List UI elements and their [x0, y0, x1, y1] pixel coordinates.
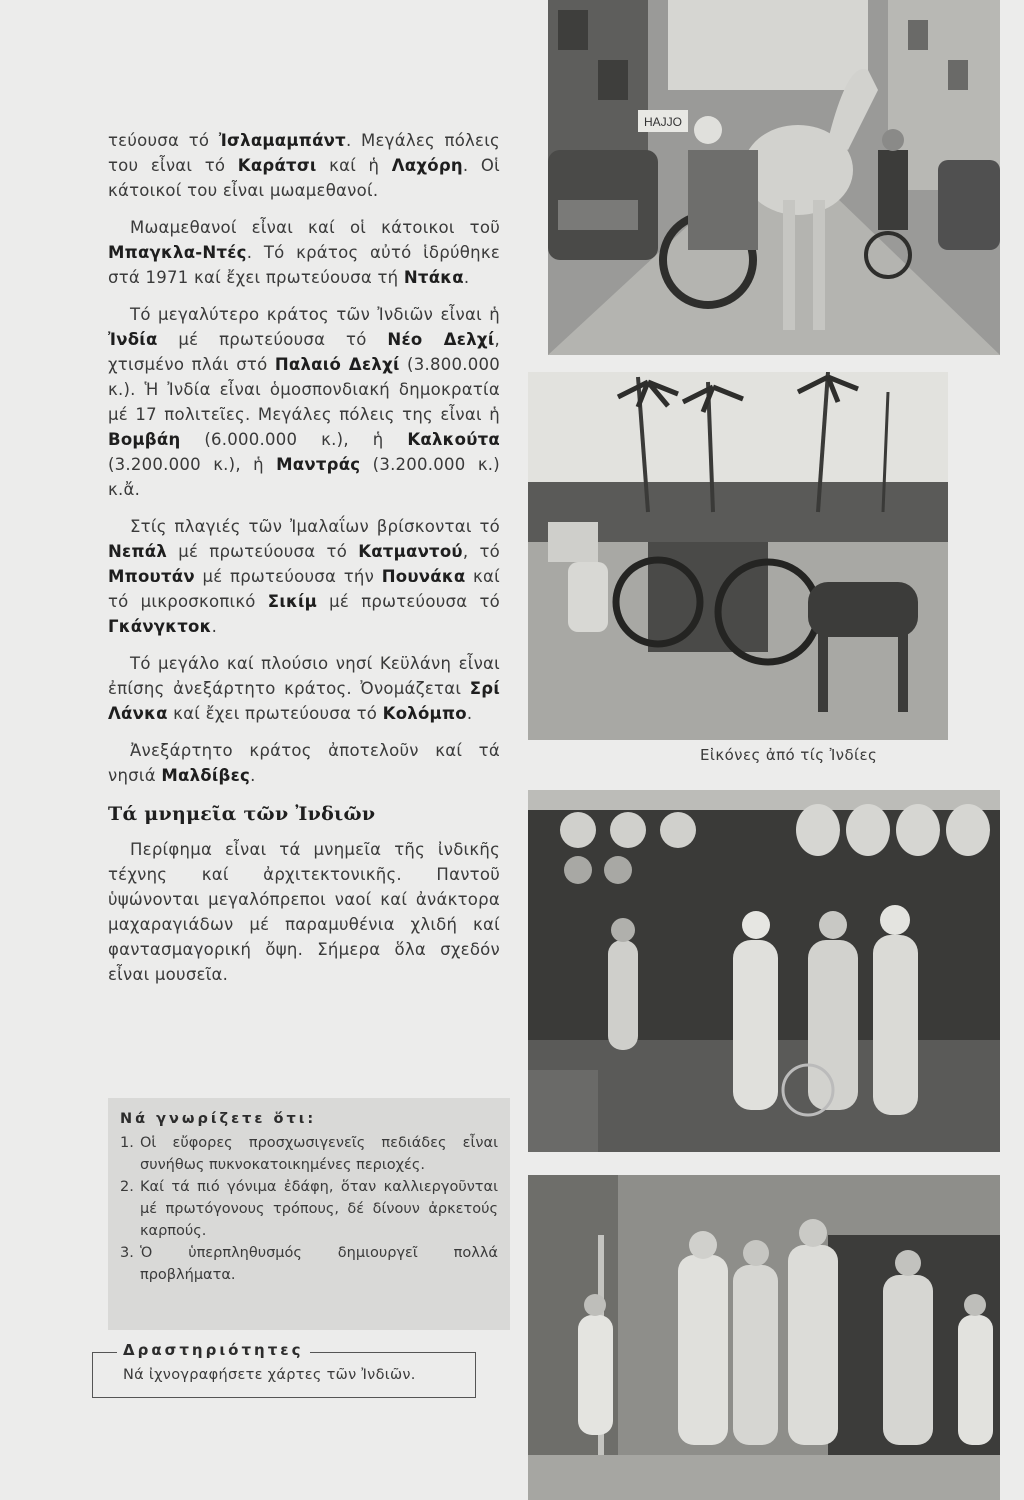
shop-sign-text: HAJJO — [644, 115, 683, 129]
photo-street-camel-cart — [548, 0, 1000, 355]
list-item-text: Καί τά πιό γόνιμα ἐδάφη, ὅταν καλλιεργοῦνται μέ πρωτόγονους τρόπους, δέ δίνουν ἀρκετούς καρπούς. — [140, 1179, 498, 1239]
courtyard-illustration — [528, 1175, 1000, 1500]
activities-box — [92, 1341, 476, 1398]
photo-men-in-courtyard — [528, 1175, 1000, 1500]
list-item-text: Οἱ εὔφορες προσχωσιγενεῖς πεδιάδες εἶναι συνήθως πυκνοκατοικημένες περιοχές. — [140, 1135, 498, 1173]
main-text-column — [108, 128, 500, 999]
paragraph-himalayas: Στίς πλαγιές τῶν Ἰμαλαΐων βρίσκονται τό Νεπάλ μέ πρωτεύουσα τό Κατμαντού, τό Μπουτάν μέ πρωτεύουσα τήν Πουνάκα καί τό μικροσκοπικό Σικίμ μέ πρωτεύουσα τό Γκάνγκτοκ. — [108, 517, 500, 636]
ox-cart-illustration — [528, 372, 948, 740]
bazaar-illustration — [528, 790, 1000, 1152]
paragraph-sri-lanka: Τό μεγάλο καί πλούσιο νησί Κεϋλάνη εἶναι ἐπίσης ἀνεξάρτητο κράτος. Ὀνομάζεται Σρί Λάνκα καί ἔχει πρωτεύουσα τό Κολόμπο. — [108, 654, 500, 723]
activities-title: Δραστηριότητες — [117, 1341, 310, 1359]
list-item — [120, 1242, 498, 1286]
photo-bazaar-market — [528, 790, 1000, 1152]
paragraph-bangladesh: Μωαμεθανοί εἶναι καί οἱ κάτοικοι τοῦ Μπαγκλα-Ντές. Τό κράτος αὐτό ἱδρύθηκε στά 1971 καί ἔχει πρωτεύουσα τή Ντάκα. — [108, 218, 500, 287]
list-item-text: Ὁ ὑπερπληθυσμός δημιουργεῖ πολλά προβλήματα. — [140, 1245, 498, 1283]
photo-ox-carts-palms — [528, 372, 948, 740]
list-item-number: 1. — [120, 1135, 134, 1151]
list-item-number: 2. — [120, 1179, 134, 1195]
paragraph-india: Τό μεγαλύτερο κράτος τῶν Ἰνδιῶν εἶναι ἡ Ἰνδία μέ πρωτεύουσα τό Νέο Δελχί, χτισμένο πλάι στό Παλαιό Δελχί (3.800.000 κ.). Ἡ Ἰνδία εἶναι ὁμοσπονδιακή δημοκρατία μέ 17 πολιτεῖες. Μεγάλες πόλεις της εἶναι ἡ Βομβάη (6.000.000 κ.), ἡ Καλκούτα (3.200.000 κ.), ἡ Μαντράς (3.200.000 κ.) κ.ἄ. — [108, 305, 501, 499]
did-you-know-title: Νά γνωρίζετε ὅτι: — [120, 1111, 317, 1127]
section-heading-monuments: Τά μνημεῖα τῶν Ἰνδιῶν — [108, 803, 376, 825]
list-item — [120, 1132, 498, 1176]
photos-caption: Εἰκόνες ἀπό τίς Ἰνδίες — [700, 746, 878, 764]
paragraph-monuments: Περίφημα εἶναι τά μνημεῖα τῆς ἰνδικῆς τέχνης καί ἀρχιτεκτονικῆς. Παντοῦ ὑψώνονται μεγαλόπρεποι ναοί καί ἀνάκτορα μαχαραγιάδων μέ παραμυθένια χλιδή καί φαντασμαγορική ὄψη. Σήμερα ὅλα σχεδόν εἶναι μουσεῖα. — [108, 840, 500, 984]
paragraph-pakistan: τεύουσα τό Ἰσλαμαμπάντ. Μεγάλες πόλεις του εἶναι τό Καράτσι καί ἡ Λαχόρη. Οἱ κάτοικοί του εἶναι μωαμεθανοί. — [108, 131, 500, 200]
activities-text: Νά ἰχνογραφήσετε χάρτες τῶν Ἰνδιῶν. — [123, 1367, 416, 1383]
street-scene-illustration — [548, 0, 1000, 355]
list-item — [120, 1176, 498, 1242]
paragraph-maldives: Ἀνεξάρτητο κράτος ἀποτελοῦν καί τά νησιά Μαλδίβες. — [108, 741, 500, 785]
list-item-number: 3. — [120, 1245, 134, 1261]
did-you-know-box — [108, 1098, 510, 1330]
